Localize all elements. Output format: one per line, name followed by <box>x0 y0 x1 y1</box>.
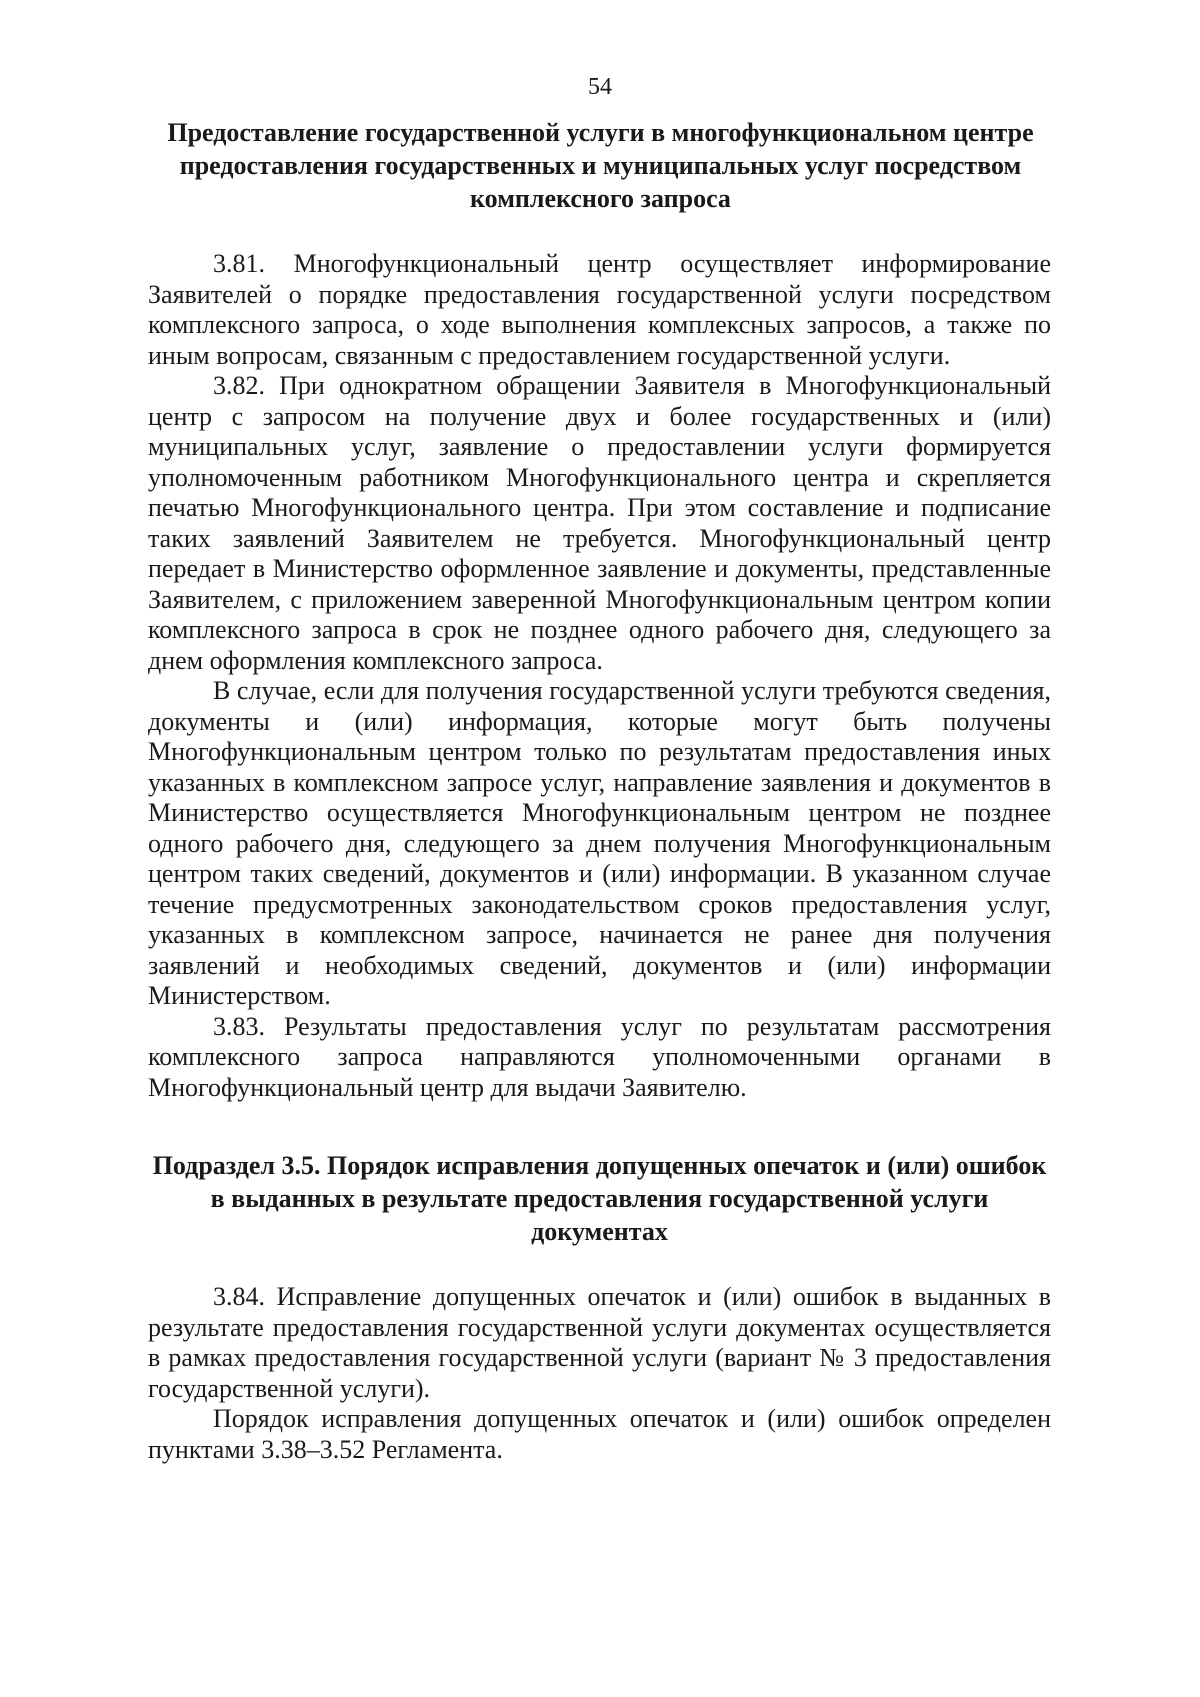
document-body <box>148 116 1051 1465</box>
section-heading-complex-request: Предоставление государственной услуги в многофункциональном центре предоставления государственных и муниципальных услуг посредством комплексного запроса <box>167 118 1034 213</box>
page-number: 54 <box>588 74 612 100</box>
paragraph-3-82: 3.82. При однократном обращении Заявителя в Многофункциональный центр с запросом на получение двух и более государственных и (или) муниципальных услуг, заявление о предоставлении услуги формируется уполномоченным работником Многофункционального центра и скрепляется печатью Многофункционального центра. При этом составление и подписание таких заявлений Заявителем не требуется. Многофункциональный центр передает в Министерство оформленное заявление и документы, представленные Заявителем, с приложением заверенной Многофункциональным центром копии комплексного запроса в срок не позднее одного рабочего дня, следующего за днем оформления комплексного запроса. <box>148 371 1051 675</box>
paragraph-3-84-procedure: Порядок исправления допущенных опечаток и (или) ошибок определен пунктами 3.38–3.52 Регламента. <box>148 1404 1051 1464</box>
paragraph-3-82-continued: В случае, если для получения государственной услуги требуются сведения, документы и (или) информация, которые могут быть получены Многофункциональным центром только по результатам предоставления иных указанных в комплексном запросе услуг, направление заявления и документов в Министерство осуществляется Многофункциональным центром не позднее одного рабочего дня, следующего за днем получения Многофункциональным центром таких сведений, документов и (или) информации. В указанном случае течение предусмотренных законодательством сроков предоставления услуг, указанных в комплексном запросе, начинается не ранее дня получения заявлений и необходимых сведений, документов и (или) информации Министерством. <box>148 676 1051 1010</box>
paragraph-3-84: 3.84. Исправление допущенных опечаток и (или) ошибок в выданных в результате предоставления государственной услуги документах осуществляется в рамках предоставления государственной услуги (вариант № 3 предоставления государственной услуги). <box>148 1282 1051 1403</box>
paragraph-3-81: 3.81. Многофункциональный центр осуществляет информирование Заявителей о порядке предоставления государственной услуги посредством комплексного запроса, о ходе выполнения комплексных запросов, а также по иным вопросам, связанным с предоставлением государственной услуги. <box>148 249 1051 370</box>
paragraph-3-83: 3.83. Результаты предоставления услуг по результатам рассмотрения комплексного запроса направляются уполномоченными органами в Многофункциональный центр для выдачи Заявителю. <box>148 1011 1051 1102</box>
subsection-heading-3-5: Подраздел 3.5. Порядок исправления допущенных опечаток и (или) ошибок в выданных в результате предоставления государственной услуги документах <box>152 1151 1047 1246</box>
